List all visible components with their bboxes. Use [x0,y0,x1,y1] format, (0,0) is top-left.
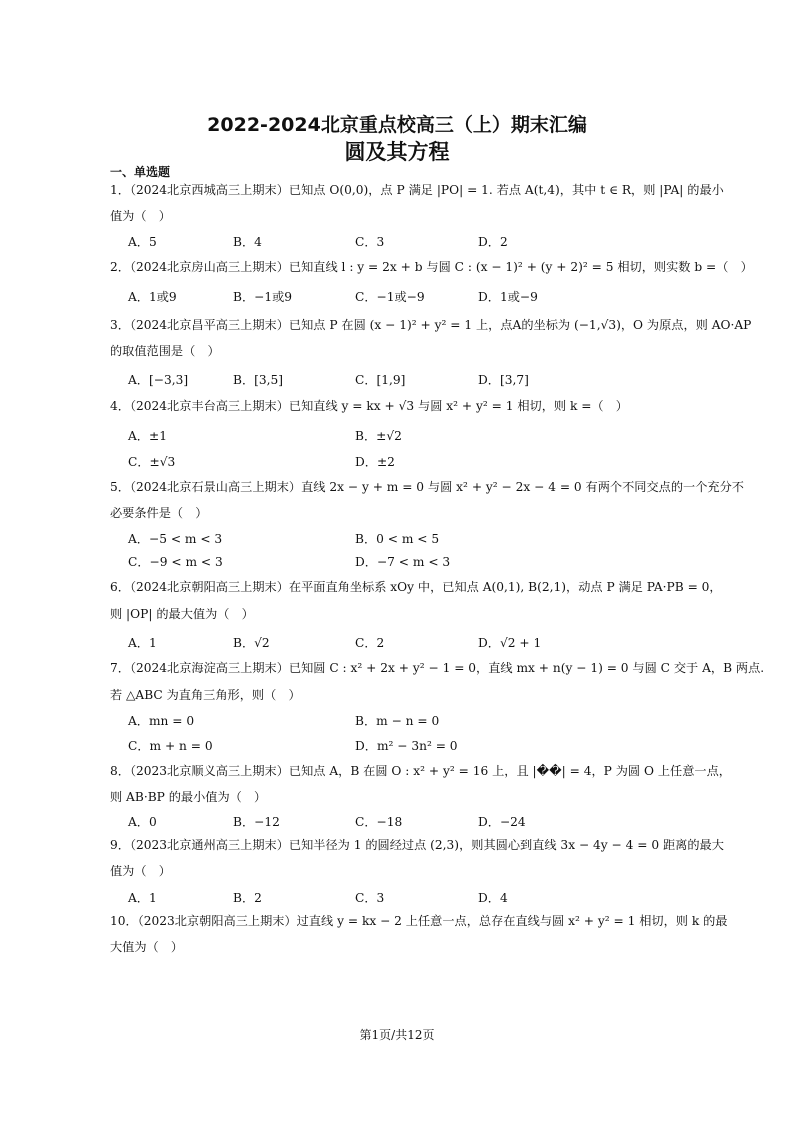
question-8-line-1: 8．（2023北京顺义高三上期末）已知点 A，B 在圆 O : x² + y² = 16 上，且 |��| = 4，P 为圆 O 上任意一点， [110,764,731,778]
option-b[interactable]: B．−12 [233,815,280,829]
question-6-options [128,634,688,656]
option-c[interactable]: C．m + n = 0 [128,739,213,753]
question-5-line-2: 必要条件是（ ） [110,506,208,520]
option-b[interactable]: B．0 < m < 5 [355,532,440,546]
document-subtitle: 圆及其方程 [344,140,450,164]
option-d[interactable]: D．√2 + 1 [478,636,542,650]
option-a[interactable]: A．1 [128,891,157,905]
section-heading: 一、单选题 [110,165,171,179]
option-c[interactable]: C．−18 [355,815,403,829]
question-6-line-2: 则 |OP| 的最大值为（ ） [110,607,254,621]
option-c[interactable]: C．3 [355,891,385,905]
option-b[interactable]: B．2 [233,891,262,905]
question-5-options-row-2 [128,553,688,575]
question-7-line-1: 7．（2024北京海淀高三上期末）已知圆 C : x² + 2x + y² − 1 = 0，直线 mx + n(y − 1) = 0 与圆 C 交于 A，B 两点. [110,661,765,675]
question-4-line-1: 4．（2024北京丰台高三上期末）已知直线 y = kx + √3 与圆 x² + y² = 1 相切，则 k =（ ） [110,399,628,413]
option-c[interactable]: C．2 [355,636,385,650]
option-a[interactable]: A．0 [128,815,157,829]
option-d[interactable]: D．m² − 3n² = 0 [355,739,458,753]
question-6-line-1: 6．（2024北京朝阳高三上期末）在平面直角坐标系 xOy 中，已知点 A(0,1), B(2,1)，动点 P 满足 PA·PB = 0， [110,580,722,594]
option-d[interactable]: D．[3,7] [478,373,529,387]
option-d[interactable]: D．−24 [478,815,526,829]
option-b[interactable]: B．±√2 [355,429,402,443]
option-c[interactable]: C．−9 < m < 3 [128,555,223,569]
option-c[interactable]: C．3 [355,235,385,249]
option-d[interactable]: D．4 [478,891,508,905]
question-3-line-1: 3．（2024北京昌平高三上期末）已知点 P 在圆 (x − 1)² + y² = 1 上，点A的坐标为 (−1,√3)，O 为原点，则 AO·AP [110,318,752,332]
option-a[interactable]: A．±1 [128,429,167,443]
question-7-options-row-1 [128,712,688,734]
question-4-options-row-2 [128,453,688,475]
question-7-options-row-2 [128,737,688,759]
document-title: 2022-2024北京重点校高三（上）期末汇编 [207,114,587,136]
question-10-line-1: 10．（2023北京朝阳高三上期末）过直线 y = kx − 2 上任意一点，总存在直线与圆 x² + y² = 1 相切，则 k 的最 [110,914,728,928]
question-9-line-2: 值为（ ） [110,864,171,878]
question-5-line-1: 5．（2024北京石景山高三上期末）直线 2x − y + m = 0 与圆 x² + y² − 2x − 4 = 0 有两个不同交点的一个充分不 [110,480,744,494]
question-1-options [128,233,688,255]
option-a[interactable]: A．1或9 [128,290,177,304]
question-9-line-1: 9．（2023北京通州高三上期末）已知半径为 1 的圆经过点 (2,3)，则其圆心到直线 3x − 4y − 4 = 0 距离的最大 [110,838,724,852]
question-3-options [128,371,688,393]
option-d[interactable]: D．1或−9 [478,290,538,304]
option-c[interactable]: C．−1或−9 [355,290,425,304]
question-8-line-2: 则 AB·BP 的最小值为（ ） [110,790,267,804]
question-7-line-2: 若 △ABC 为直角三角形，则（ ） [110,688,301,702]
option-b[interactable]: B．m − n = 0 [355,714,440,728]
option-a[interactable]: A．mn = 0 [128,714,195,728]
option-a[interactable]: A．−5 < m < 3 [128,532,223,546]
question-1-line-1: 1．（2024北京西城高三上期末）已知点 O(0,0)，点 P 满足 |PO| = 1. 若点 A(t,4)，其中 t ∈ R，则 |PA| 的最小 [110,183,724,197]
question-1-line-2: 值为（ ） [110,209,171,223]
option-d[interactable]: D．2 [478,235,508,249]
option-d[interactable]: D．−7 < m < 3 [355,555,451,569]
page-footer: 第1页/共12页 [359,1028,435,1042]
question-10-line-2: 大值为（ ） [110,940,184,954]
option-b[interactable]: B．[3,5] [233,373,284,387]
option-b[interactable]: B．√2 [233,636,270,650]
option-a[interactable]: A．1 [128,636,157,650]
question-3-line-2: 的取值范围是（ ） [110,344,220,358]
question-2-options [128,288,688,310]
option-c[interactable]: C．±√3 [128,455,176,469]
option-b[interactable]: B．−1或9 [233,290,293,304]
option-a[interactable]: A．[−3,3] [128,373,189,387]
option-d[interactable]: D．±2 [355,455,395,469]
option-b[interactable]: B．4 [233,235,262,249]
question-2-line-1: 2．（2024北京房山高三上期末）已知直线 l : y = 2x + b 与圆 C : (x − 1)² + (y + 2)² = 5 相切，则实数 b =（ ） [110,260,753,274]
option-c[interactable]: C．[1,9] [355,373,406,387]
option-a[interactable]: A．5 [128,235,157,249]
question-4-options-row-1 [128,427,688,449]
question-5-options-row-1 [128,530,688,552]
